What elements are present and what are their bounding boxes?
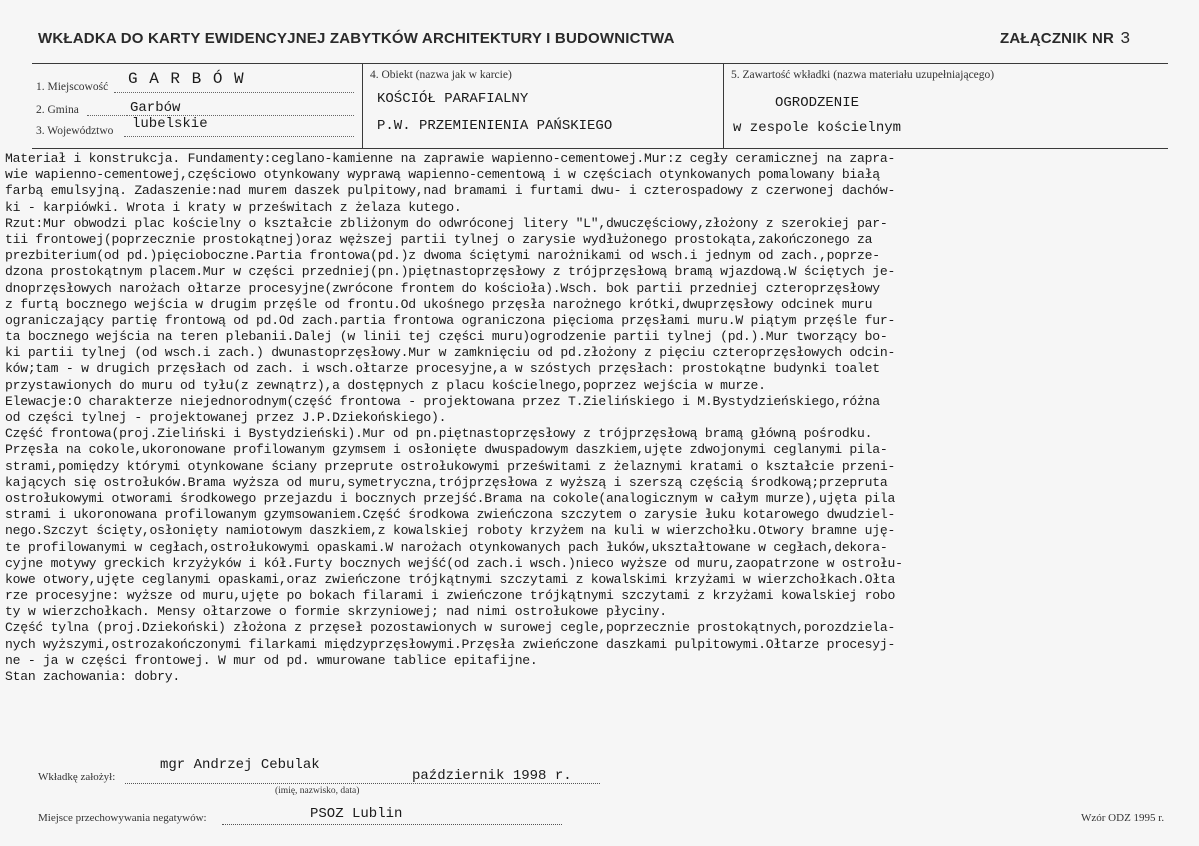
form-version: Wzór ODZ 1995 r. (1081, 812, 1165, 824)
gmina-label: 2. Gmina (36, 104, 79, 116)
body-line: te profilowanymi w cegłach,ostrołukowymi opaskami.W narożach otynkowanych pach łuków,ukształtowane w cegłach,dekora- (5, 539, 888, 555)
body-line: nego.Szczyt ścięty,osłonięty namiotowym daszkiem,z kowalskiej roboty krzyżem na kuli w wierzchołku.Otwory bramne uję- (5, 523, 896, 539)
body-line: rze procesyjne: wyższe od muru,ujęte po bokach filarami i zwieńczone trójkątnymi szczytami z krzyżami kowalskiej robo (5, 588, 896, 604)
body-line: ne - ja w części frontowej. W mur od pd. wmurowane tablice epitafijne. (5, 652, 538, 668)
body-line: Przęsła na cokole,ukoronowane profilowanym gzymsem i osłonięte dwuspadowym daszkiem,ujęte zdwojonymi ceglanymi pila- (5, 442, 888, 458)
object-label: 4. Obiekt (nazwa jak w karcie) (370, 69, 512, 81)
body-line: strami,pomiędzy którymi otynkowane ściany przeprute ostrołukowymi prześwitami z żelaznymi kratami o kształcie przeni- (5, 458, 896, 474)
body-line: Część frontowa(proj.Zieliński i Bystydzieński).Mur od pn.piętnastoprzęsłowy z trójprzęsłową bramą główną pośrodku. (5, 426, 873, 442)
storage-value: PSOZ Lublin (310, 806, 403, 822)
body-line: farbą emulsyjną. Zadaszenie:nad murem daszek pulpitowy,nad bramami i furtami dwu- i czterospadowy z czerwonej dachów- (5, 183, 896, 199)
body-line: wie wapienno-cementowej,częściowo otynkowany wyprawą wapienno-cementową i w częściach otynkowanych pomalowany białą (5, 167, 880, 183)
gmina-value: Garbów (130, 100, 181, 116)
wojewodztwo-value: lubelskie (132, 116, 208, 132)
body-line: strami i ukoronowana profilowanym gzymsowaniem.Część środkowa zwieńczona szczytem o zarysie łuku kotarowego dwudziel- (5, 507, 896, 523)
body-line: Stan zachowania: dobry. (5, 669, 180, 684)
body-line: ki - karpiówki. Wrota i kraty w prześwitach z żelaza kutego. (5, 199, 462, 215)
object-box (362, 63, 723, 149)
body-line: z furtą bocznego wejścia w drugim przęśle od frontu.Od ukośnego przęsła narożnego krótki,dwuprzęsłowy odcinek muru (5, 296, 873, 312)
body-line: Elewacje:O charakterze niejednorodnym(część frontowa - projektowana przez T.Zielińskiego i M.Bystydzieńskiego,różna (5, 393, 880, 409)
object-line-1: KOŚCIÓŁ PARAFIALNY (377, 91, 529, 107)
contents-line-1: OGRODZENIE (775, 95, 860, 111)
object-line-2: P.W. PRZEMIENIENIA PAŃSKIEGO (377, 118, 613, 134)
location-box (32, 63, 362, 149)
body-line: prezbiterium(od pd.)pięcioboczne.Partia frontowa(pd.)z dwoma ściętymi narożnikami od wsch.i jednym od zach.,poprze- (5, 248, 880, 264)
contents-box (723, 63, 1168, 149)
card-title: WKŁADKA DO KARTY EWIDENCYJNEJ ZABYTKÓW ARCHITEKTURY I BUDOWNICTWA (38, 30, 675, 47)
body-line: kowe otwory,ujęte ceglanymi opaskami,oraz zwieńczone trójkątnymi szczytami z kowalskimi krzyżami w wierzchołkach.Ołta (5, 571, 896, 587)
body-line: przystawionych do muru od tyłu(z zewnątrz),a dostępnych z placu kościelnego,poprzez wejścia w murze. (5, 377, 766, 393)
appendix-label (1000, 30, 1130, 49)
body-line: dzona prostokątnym placem.Mur w części przedniej(pn.)piętnastoprzęsłowy z trójprzęsłową bramą wjazdową.W ściętych je- (5, 264, 896, 280)
contents-line-2: w zespole kościelnym (733, 120, 902, 136)
author-hint: (imię, nazwisko, data) (275, 786, 360, 796)
body-line: ty w wierzchołkach. Mensy ołtarzowe o formie skrzyniowej; nad nimi ostrołukowe płyciny. (5, 604, 667, 620)
miejscowosc-dots (114, 92, 354, 93)
author-label: Wkładkę założył: (38, 771, 116, 783)
date-value: październik 1998 r. (412, 768, 572, 784)
body-line: cyjne motywy greckich krzyżyków i kół.Furty bocznych wejść(od zach.i wsch.)nieco wyższe od muru,zaopatrzone w ostrołu- (5, 555, 903, 571)
appendix-label-text: ZAŁĄCZNIK NR (1000, 30, 1115, 47)
contents-label: 5. Zawartość wkładki (nazwa materiału uzupełniającego) (731, 69, 995, 81)
storage-label: Miejsce przechowywania negatywów: (38, 812, 207, 824)
miejscowosc-label: 1. Miejscowość (36, 81, 109, 93)
gmina-dots-a (87, 115, 127, 116)
description-body (5, 151, 1195, 731)
body-line: ta bocznego wejścia na teren plebanii.Dalej (w linii tej części muru)ogrodzenie partii tylnej (pd.).Mur tworzący bo- (5, 329, 888, 345)
body-line: Materiał i konstrukcja. Fundamenty:ceglano-kamienne na zaprawie wapienno-cementowej.Mur:z cegły ceramicznej na zapra- (5, 151, 896, 166)
miejscowosc-value: G A R B Ó W (128, 70, 245, 88)
body-line: Część tylna (proj.Dziekoński) złożona z przęseł pozostawionych w surowej cegle,poprzecznie prostokątnych,porozdziela- (5, 620, 896, 636)
body-line: ków;tam - w drugich przęsłach od zach. i wsch.ołtarze procesyjne,a w szóstych przęsłach: prostokątne budynki toalet (5, 361, 880, 377)
body-line: Rzut:Mur obwodzi plac kościelny o kształcie zbliżonym do odwróconej litery "L",dwuczęściowy,złożony z szerokiej par- (5, 215, 888, 231)
body-line: ki partii tylnej (od wsch.i zach.) dwunastoprzęsłowy.Mur w zamknięciu od pd.złożony z pięciu czteroprzęsłowych odcin- (5, 345, 896, 361)
body-line: nych wyższymi,ostrozakończonymi filarkami międzyprzęsłowymi.Przęsła zwieńczone daszkami pulpitowymi.Ołtarze procesyj- (5, 636, 896, 652)
appendix-number: 3 (1120, 30, 1131, 49)
body-line: od części tylnej - projektowanej przez J.P.Dziekońskiego). (5, 410, 447, 425)
body-line: ostrołukowymi otworami środkowego przejazdu i bocznych przejść.Brama na cokole(analogicznym w całym murze),ujęta pila (5, 490, 896, 506)
body-line: tii frontowej(poprzecznie prostokątnej)oraz węższej partii tylnej o zarysie wydłużonego prostokąta,zakończonego za (5, 231, 873, 247)
storage-dots (222, 824, 562, 825)
wojewodztwo-label: 3. Województwo (36, 125, 114, 137)
body-line: kających się ostrołuków.Brama wyższa od muru,symetryczna,trójprzęsłowa z wyższą i szerszą częścią środkową;przepruta (5, 474, 888, 490)
body-line: dnoprzęsłowych narożach ołtarze procesyjne(zwrócone frontem do kościoła).Wsch. bok partii przedniej czteroprzęsłowy (5, 280, 880, 296)
wojewodztwo-dots (124, 136, 354, 137)
body-line: ograniczający partię frontową od pd.Od zach.partia frontowa ograniczona pięcioma przęsłami muru.W piątym przęśle fur- (5, 312, 896, 328)
author-value: mgr Andrzej Cebulak (160, 757, 320, 773)
